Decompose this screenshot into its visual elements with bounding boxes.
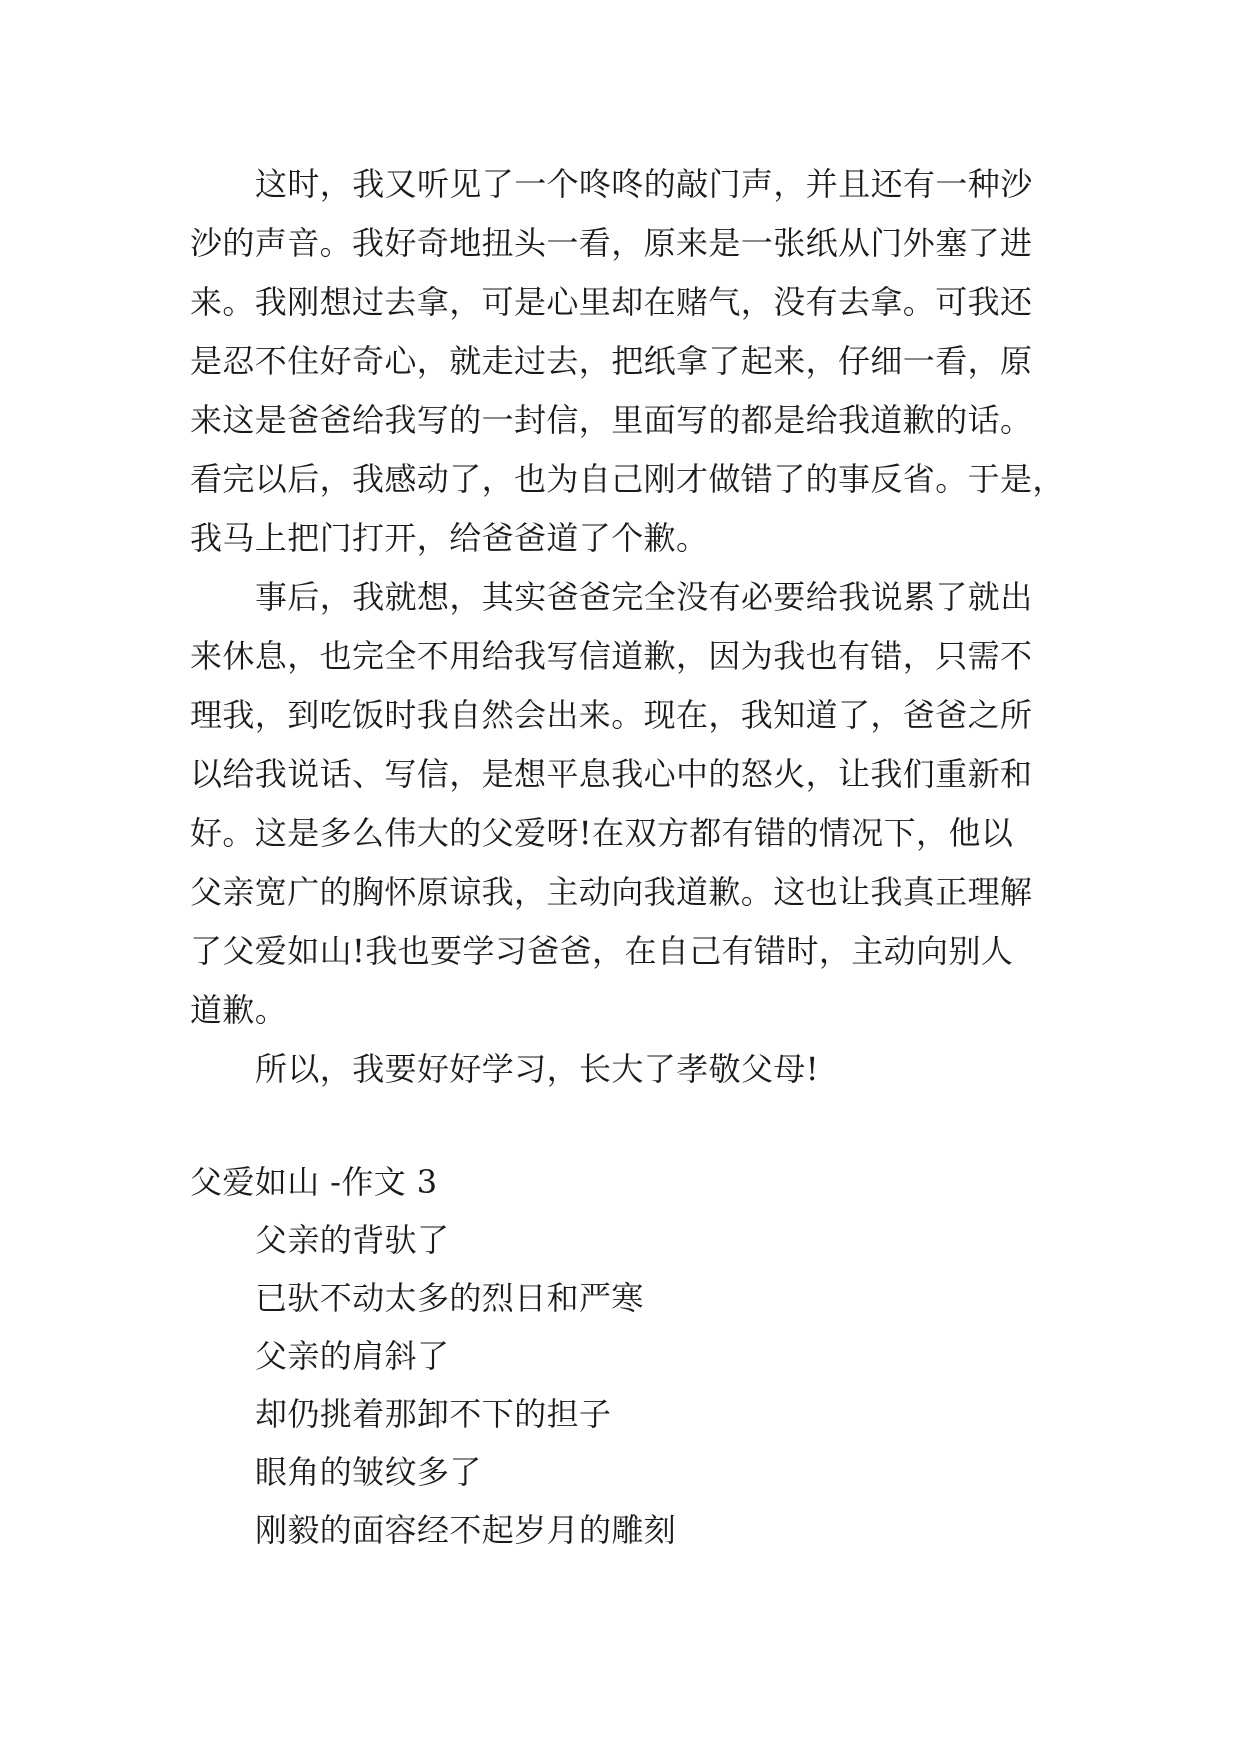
paragraph-1-line-7: 我马上把门打开，给爸爸道了个歉。 [190,519,709,557]
poem-line-2: 已驮不动太多的烈日和严寒 [255,1279,644,1317]
paragraph-2-line-3: 理我，到吃饭时我自然会出来。现在，我知道了，爸爸之所 [190,696,1033,734]
poem-line-4: 却仍挑着那卸不下的担子 [255,1395,612,1433]
paragraph-2-line-1: 事后，我就想，其实爸爸完全没有必要给我说累了就出 [255,578,1033,616]
paragraph-2-line-4: 以给我说话、写信，是想平息我心中的怒火，让我们重新和 [190,755,1033,793]
paragraph-1-line-4: 是忍不住好奇心，就走过去，把纸拿了起来，仔细一看，原 [190,342,1033,380]
poem-line-5: 眼角的皱纹多了 [255,1453,482,1491]
paragraph-2-line-5: 好。这是多么伟大的父爱呀!在双方都有错的情况下，他以 [190,814,1014,852]
paragraph-1-line-2: 沙的声音。我好奇地扭头一看，原来是一张纸从门外塞了进 [190,224,1033,262]
paragraph-2-line-7: 了父爱如山!我也要学习爸爸，在自己有错时，主动向别人 [190,932,1014,970]
paragraph-1-line-1: 这时，我又听见了一个咚咚的敲门声，并且还有一种沙 [255,165,1033,203]
poem-line-6: 刚毅的面容经不起岁月的雕刻 [255,1511,677,1549]
poem-line-3: 父亲的肩斜了 [255,1337,450,1375]
section-title: 父爱如山 -作文 3 [190,1163,438,1201]
paragraph-2-line-2: 来休息，也完全不用给我写信道歉，因为我也有错，只需不 [190,637,1033,675]
poem-line-1: 父亲的背驮了 [255,1221,450,1259]
paragraph-2-line-8: 道歉。 [190,991,288,1029]
paragraph-1-line-6: 看完以后，我感动了，也为自己刚才做错了的事反省。于是， [190,460,1065,498]
paragraph-2-line-6: 父亲宽广的胸怀原谅我，主动向我道歉。这也让我真正理解 [190,873,1033,911]
paragraph-3: 所以，我要好好学习，长大了孝敬父母! [255,1050,820,1088]
paragraph-1-line-5: 来这是爸爸给我写的一封信，里面写的都是给我道歉的话。 [190,401,1033,439]
paragraph-1-line-3: 来。我刚想过去拿，可是心里却在赌气，没有去拿。可我还 [190,283,1033,321]
